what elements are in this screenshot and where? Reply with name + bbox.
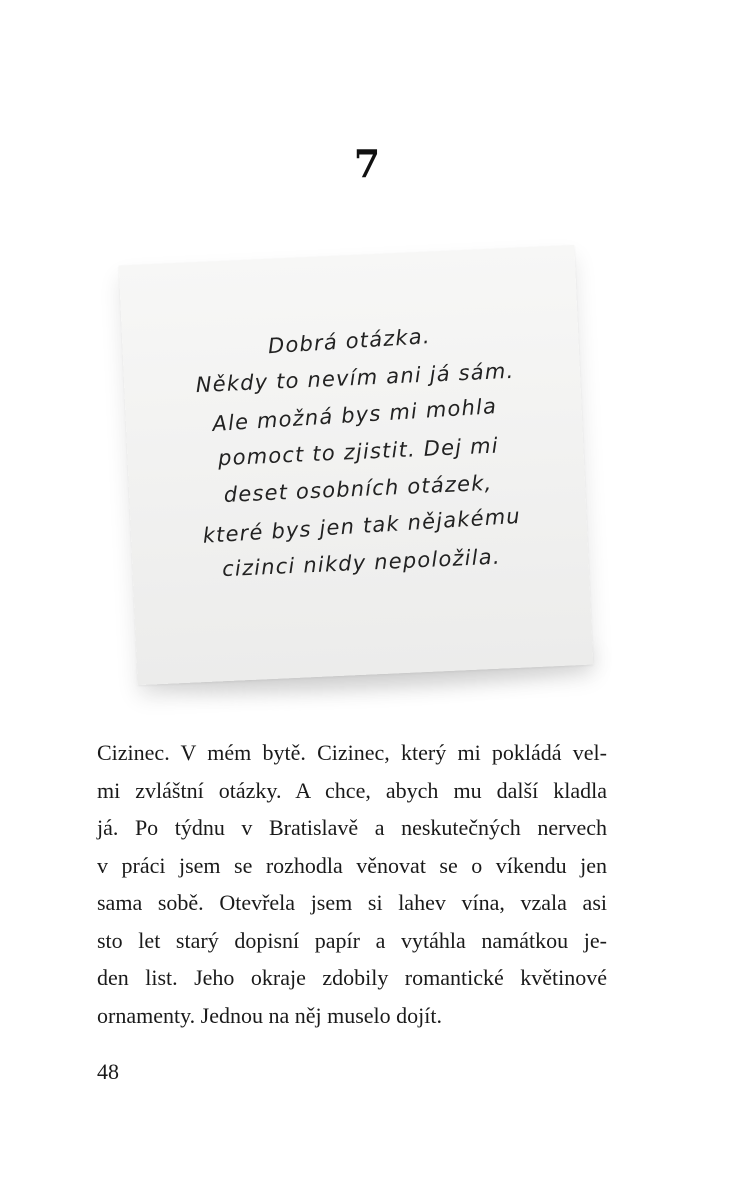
paragraph-line: Cizinec. V mém bytě. Cizinec, který mi pokládá vel- — [97, 740, 607, 765]
note-line: pomoct to zjistit. Dej mi — [217, 433, 500, 471]
paragraph-line: v práci jsem se rozhodla věnovat se o víkendu jen — [97, 852, 607, 878]
chapter-number: 7 — [353, 141, 381, 186]
paragraph-line: mi zvláštní otázky. A chce, abych mu další kladla — [97, 777, 607, 803]
note-line: které bys jen tak nějakému — [202, 503, 522, 548]
note-line: cizinci nikdy nepoložila. — [221, 544, 502, 582]
paragraph-line: já. Po týdnu v Bratislavě a neskutečných nervech — [97, 815, 607, 840]
note-line: Ale možná bys mi mohla — [211, 394, 498, 436]
page-number: 48 — [97, 1059, 119, 1084]
sticky-note-paper — [119, 245, 594, 685]
note-line: deset osobních otázek, — [223, 470, 493, 508]
paragraph-line: ornamenty. Jednou na něj muselo dojít. — [97, 1002, 443, 1028]
handwritten-note-text — [172, 315, 549, 590]
note-line: Někdy to nevím ani já sám. — [195, 358, 515, 398]
paragraph-line: sama sobě. Otevřela jsem si lahev vína, vzala asi — [97, 890, 607, 915]
body-paragraph — [97, 734, 607, 1034]
sticky-note — [119, 245, 594, 685]
paragraph-line: den list. Jeho okraje zdobily romantické květinové — [97, 965, 607, 990]
note-line: Dobrá otázka. — [267, 324, 432, 359]
paragraph-line: sto let starý dopisní papír a vytáhla namátkou je- — [97, 927, 607, 953]
